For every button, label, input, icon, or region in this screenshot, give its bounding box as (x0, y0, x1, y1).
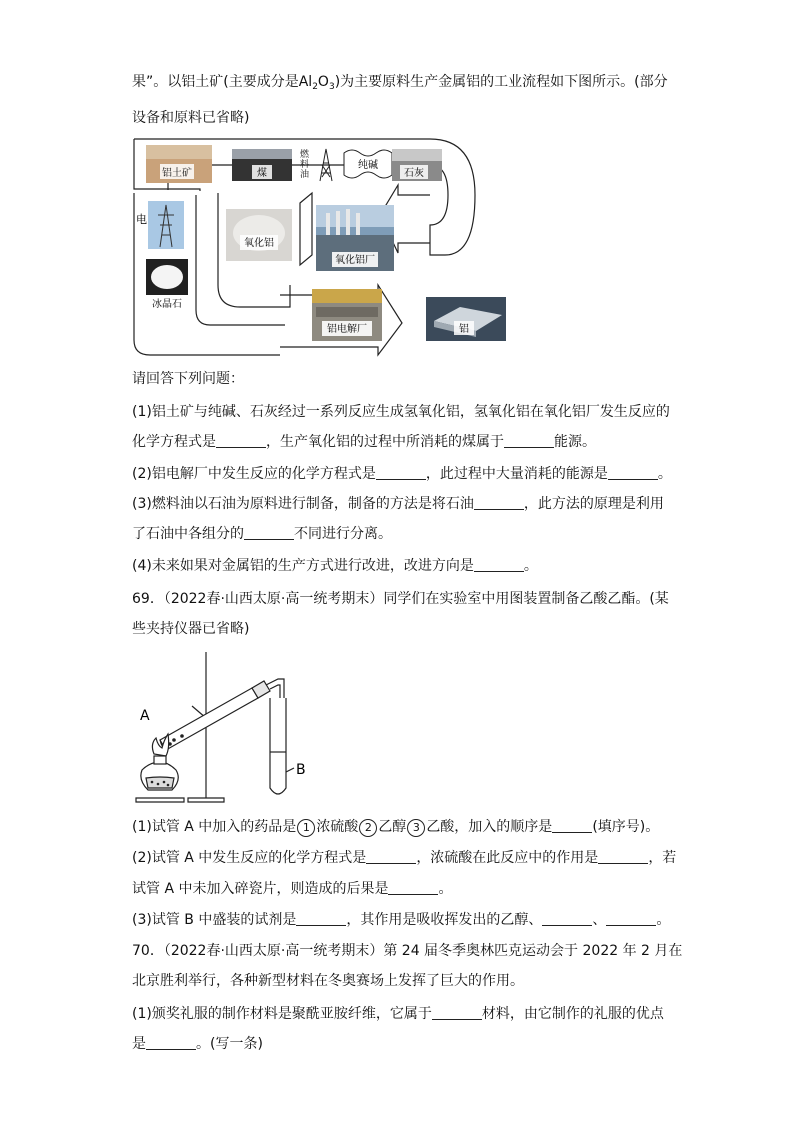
q69-part2-line2: 试管 A 中未加入碎瓷片，则造成的后果是 。 (132, 881, 453, 897)
bauxite-label: 铝土矿 (162, 168, 192, 179)
q69-heading-2: 些夹持仪器已省略) (132, 621, 250, 637)
answer-blank[interactable] (388, 880, 438, 895)
q68-part1-line1: (1)铝土矿与纯碱、石灰经过一系列反应生成氢氧化铝，氢氧化铝在氧化铝厂发生反应的 (132, 404, 670, 420)
electrolysis-plant-label: 铝电解厂 (327, 324, 367, 335)
esterification-apparatus-diagram (132, 648, 322, 808)
answer-blank[interactable] (376, 465, 426, 480)
tube-a-label: A (140, 708, 150, 724)
q68-prompt: 请回答下列问题： (132, 371, 244, 387)
q68-part2: (2)铝电解厂中发生反应的化学方程式是 ，此过程中大量消耗的能源是 。 (132, 466, 672, 482)
coal-label: 煤 (257, 168, 267, 179)
q69-part2-line1: (2)试管 A 中发生反应的化学方程式是 ，浓硫酸在此反应中的作用是 ，若 (132, 850, 677, 866)
answer-blank[interactable] (608, 465, 658, 480)
answer-blank[interactable] (216, 433, 266, 448)
answer-blank[interactable] (598, 849, 648, 864)
q70-part1-line2: 是 。(写一条) (132, 1036, 263, 1052)
flow-alumina-arrow (300, 193, 312, 265)
intro-line-1: 果”。以铝土矿(主要成分是$Al_2O_3$)为主要原料生产金属铝的工业流程如下图所示。(部分 (132, 74, 668, 92)
alumina-plant-label: 氧化铝厂 (335, 255, 375, 266)
answer-blank[interactable] (552, 818, 592, 833)
q69-heading: 69．（2022春·山西太原·高一统考期末）同学们在实验室中用图装置制备乙酸乙酯。(某 (132, 591, 669, 607)
q68-part4: (4)未来如果对金属铝的生产方式进行改进，改进方向是 。 (132, 558, 538, 574)
cryolite-label: 冰晶石 (152, 299, 182, 310)
q68-part3-line1: (3)燃料油以石油为原料进行制备，制备的方法是将石油 ，此方法的原理是利用 (132, 496, 664, 512)
aluminum-process-flow-diagram (130, 135, 530, 357)
lime-label: 石灰 (404, 168, 424, 179)
answer-blank[interactable] (606, 911, 656, 926)
fuel-oil-label: 燃料油 (300, 150, 310, 180)
alumina-label: 氧化铝 (244, 238, 274, 249)
answer-blank[interactable] (474, 495, 524, 510)
q68-part3-line2: 了石油中各组分的 不同进行分离。 (132, 526, 392, 542)
answer-blank[interactable] (366, 849, 416, 864)
answer-blank[interactable] (542, 911, 592, 926)
q69-part1: (1)试管 A 中加入的药品是 1 浓硫酸 2 乙醇 3 乙酸，加入的顺序是 (填序号)。 (132, 819, 660, 835)
q70-heading: 70．（2022春·山西太原·高一统考期末）第 24 届冬季奥林匹克运动会于 2022 年 2 月在 (132, 943, 683, 959)
q70-part1-line1: (1)颁奖礼服的制作材料是聚酰亚胺纤维，它属于 材料，由它制作的礼服的优点 (132, 1006, 664, 1022)
q69-part3: (3)试管 B 中盛装的试剂是 ，其作用是吸收挥发出的乙醇、 、 。 (132, 912, 671, 928)
q70-heading-2: 北京胜利举行，各种新型材料在冬奥赛场上发挥了巨大的作用。 (132, 973, 524, 989)
answer-blank[interactable] (504, 433, 554, 448)
answer-blank[interactable] (244, 525, 294, 540)
answer-blank[interactable] (432, 1005, 482, 1020)
answer-blank[interactable] (474, 557, 524, 572)
intro-line-2: 设备和原料已省略) (132, 110, 250, 126)
soda-label: 纯碱 (358, 160, 378, 171)
answer-blank[interactable] (146, 1035, 196, 1050)
aluminum-label: 铝 (459, 324, 469, 335)
electricity-label: 电 (136, 213, 147, 226)
answer-blank[interactable] (296, 911, 346, 926)
q68-part1-line2: 化学方程式是 ，生产氧化铝的过程中所消耗的煤属于 能源。 (132, 434, 596, 450)
tube-b-label: B (296, 762, 306, 778)
